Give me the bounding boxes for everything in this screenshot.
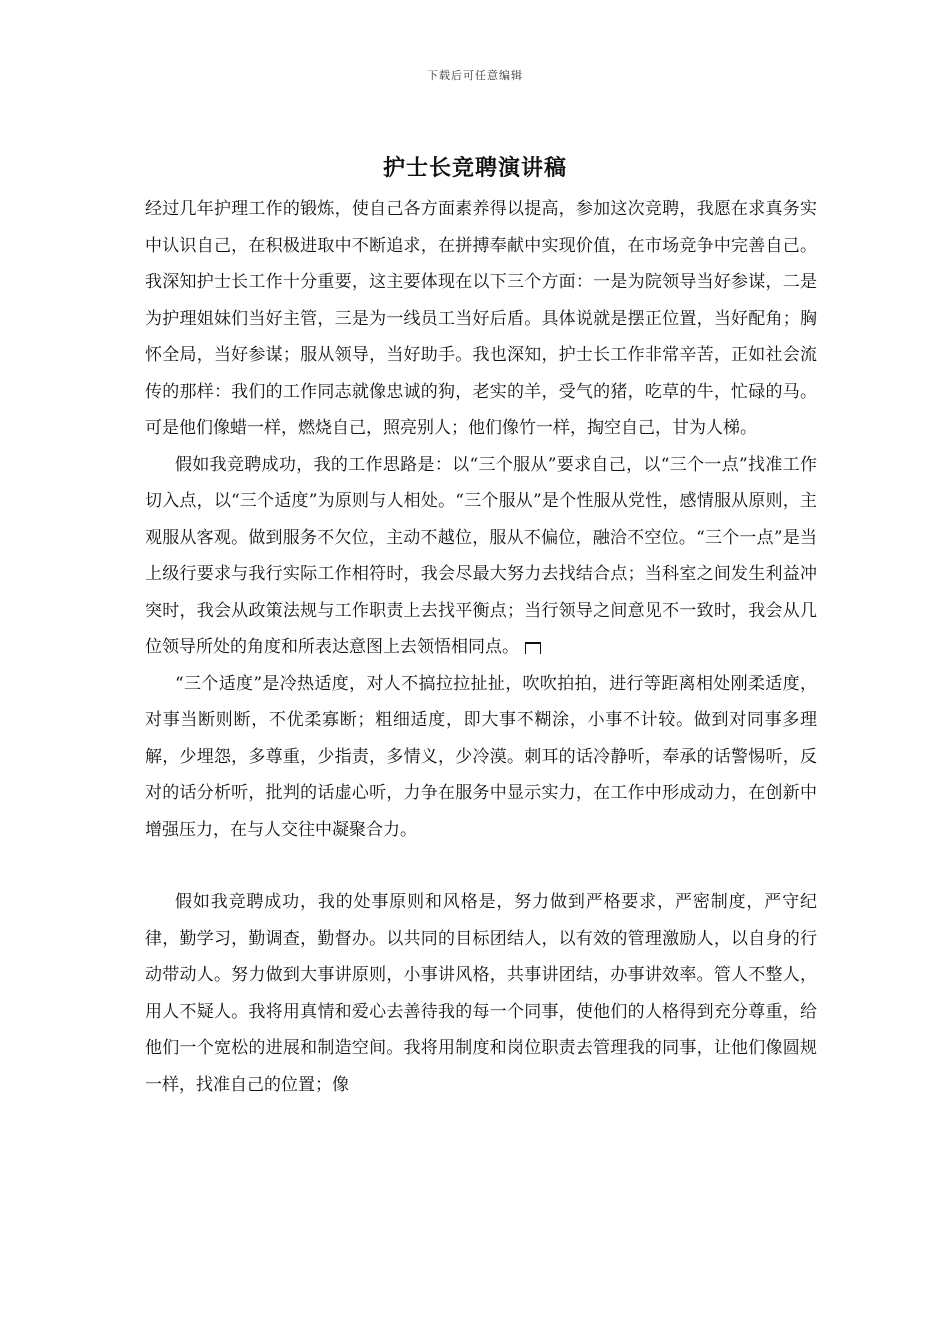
edit-mark-icon <box>525 642 541 654</box>
header-note: 下载后可任意编辑 <box>427 69 523 82</box>
paragraph-principles: 假如我竞聘成功，我的处事原则和风格是，努力做到严格要求，严密制度，严守纪律，勤学习，勤调查，勤督办。以共同的目标团结人，以有效的管理激励人，以自身的行动带动人。努力做到大事讲原则，小事讲风格，共事讲团结，办事讲效率。管人不整人，用人不疑人。我将用真情和爱心去善待我的每一个同事，使他们的人格得到充分尊重，给他们一个宽松的进展和制造空间。我将用制度和岗位职责去管理我的同事，让他们像圆规一样，找准自己的位置；像 <box>145 892 817 1095</box>
paragraph-work-approach-text: 假如我竞聘成功，我的工作思路是：以“三个服从”要求自己，以“三个一点”找准工作切入点，以“三个适度”为原则与人相处。“三个服从”是个性服从党性，感情服从原则，主观服从客观。做到服务不欠位，主动不越位，服从不偏位，融洽不空位。“三个一点”是当上级行要求与我行实际工作相符时，我会尽最大努力去找结合点；当科室之间发生利益冲突时，我会从政策法规与工作职责上去找平衡点；当行领导之间意见不一致时，我会从几位领导所处的角度和所表达意图上去领悟相同点。 <box>145 454 817 657</box>
paragraph-work-approach <box>145 447 817 666</box>
paragraph-spacer <box>145 848 817 884</box>
document-title: 护士长竞聘演讲稿 <box>382 155 567 181</box>
paragraph-three-moderations: “三个适度”是冷热适度，对人不搞拉拉扯扯，吹吹拍拍，进行等距离相处刚柔适度，对事当断则断，不优柔寡断；粗细适度，即大事不糊涂，小事不计较。做到对同事多理解，少埋怨，多尊重，少指责，多情义，少冷漠。刺耳的话冷静听，奉承的话警惕听，反对的话分析听，批判的话虚心听，力争在服务中显示实力，在工作中形成动力，在创新中增强压力，在与人交往中凝聚合力。 <box>145 673 817 840</box>
paragraph-intro: 经过几年护理工作的锻炼，使自己各方面素养得以提高，参加这次竞聘，我愿在求真务实中认识自己，在积极进取中不断追求，在拼搏奉献中实现价值，在市场竞争中完善自己。我深知护士长工作十分重要，这主要体现在以下三个方面：一是为院领导当好参谋，二是为护理姐妹们当好主管，三是为一线员工当好后盾。具体说就是摆正位置，当好配角；胸怀全局，当好参谋；服从领导，当好助手。我也深知，护士长工作非常辛苦，正如社会流传的那样：我们的工作同志就像忠诚的狗，老实的羊，受气的猪，吃草的牛，忙碌的马。可是他们像蜡一样，燃烧自己，照亮别人；他们像竹一样，掏空自己，甘为人梯。 <box>145 199 817 438</box>
document-body <box>145 191 817 1103</box>
